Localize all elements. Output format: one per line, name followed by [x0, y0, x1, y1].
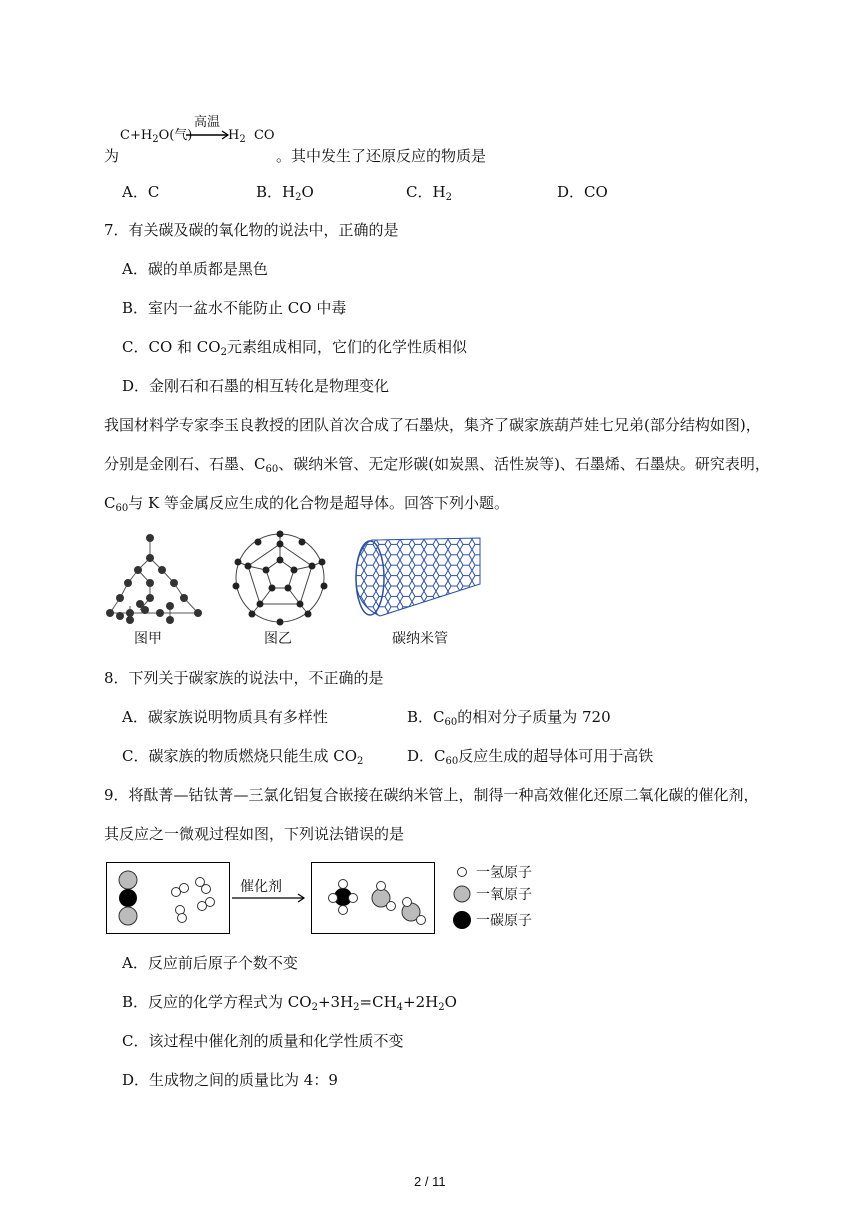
q6-option-c-sub: 2: [445, 192, 452, 203]
diamond-structure-figure: [100, 528, 212, 628]
q8-option-d: [407, 746, 653, 766]
q7-option-a: A．碳的单质都是黑色: [122, 260, 268, 278]
q9-option-d: D．生成物之间的质量比为 4：9: [122, 1071, 338, 1089]
q8-option-b: [407, 707, 611, 727]
q6-equation: [120, 126, 192, 146]
eq-left-rest: O(气): [158, 128, 193, 143]
q8-option-d-pre: D．C: [407, 747, 446, 765]
q7-option-b: B．室内一盆水不能防止 CO 中毒: [122, 299, 347, 317]
q9-option-b-sub-3: 4: [396, 1002, 404, 1013]
legend-oxygen: 一氧原子: [476, 887, 532, 903]
q6-option-b: [256, 182, 314, 202]
q8-stem: 8．下列关于碳家族的说法中，不正确的是: [104, 669, 384, 687]
q9-stem-line-2: 其反应之一微观过程如图，下列说法错误的是: [104, 825, 405, 843]
page-number: 2 / 11: [414, 1174, 446, 1189]
q7-option-c: [122, 337, 467, 357]
legend-carbon: 一碳原子: [476, 913, 532, 929]
q9-option-c: C．该过程中催化剂的质量和化学性质不变: [122, 1032, 404, 1050]
q9-option-b-mid-2: =CH: [359, 993, 397, 1011]
reaction-arrow-catalyst: [232, 893, 308, 903]
q6-option-b-rest: O: [301, 183, 314, 201]
q6-option-b-text: B．H: [256, 183, 296, 201]
q9-option-b-post: O: [444, 993, 457, 1011]
q9-option-b-sub-1: 2: [311, 1002, 318, 1013]
passage-line-3: [104, 493, 509, 513]
q9-option-b-pre: B．反应的化学方程式为 CO: [122, 993, 312, 1011]
q6-option-a: A．C: [122, 183, 160, 201]
q6-option-b-sub: 2: [295, 192, 302, 203]
passage-line-2-pre: 分别是金刚石、石墨、C: [104, 455, 266, 473]
q6-stem-suffix: 。其中发生了还原反应的物质是: [276, 147, 487, 165]
q9-option-b-mid: +3H: [317, 993, 354, 1011]
q8-option-b-post: 的相对分子质量为 720: [457, 708, 611, 726]
q9-option-a: A．反应前后原子个数不变: [122, 954, 298, 972]
q9-option-b-sub-4: 2: [438, 1002, 445, 1013]
eq-right: H: [228, 128, 240, 143]
carbon-nanotube-figure: [352, 534, 482, 624]
q6-condition: 高温: [194, 115, 221, 130]
eq-right-sub: 2: [239, 134, 246, 145]
q9-option-b: [122, 992, 457, 1012]
q6-eq-right: [228, 126, 275, 146]
passage-line-2: [104, 454, 770, 474]
eq-right-rest: CO: [253, 128, 275, 143]
q9-option-b-mid-3: +2H: [403, 993, 439, 1011]
legend-hydrogen: 一氢原子: [476, 865, 532, 881]
q8-option-c: [122, 746, 363, 766]
figure-3-caption: 碳纳米管: [392, 631, 448, 647]
q8-option-c-pre: C．碳家族的物质燃烧只能生成 CO: [122, 747, 358, 765]
reaction-arrow: [186, 130, 230, 140]
q8-option-d-sub: 60: [445, 756, 459, 767]
q6-option-d: D．CO: [557, 183, 608, 201]
q9-stem-line-1: 9．将酞菁—钴钛菁—三氯化铝复合嵌接在碳纳米管上，制得一种高效催化还原二氧化碳的催化剂，: [104, 786, 759, 804]
reactant-molecules: [106, 862, 230, 934]
q6-option-c-text: C．H: [406, 183, 446, 201]
q7-option-c-pre: C．CO 和 CO: [122, 338, 221, 356]
passage-line-3-post: 与 K 等金属反应生成的化合物是超导体。回答下列小题。: [128, 494, 509, 512]
legend-atoms: [450, 862, 476, 934]
passage-line-1: 我国材料学专家李玉良教授的团队首次合成了石墨炔，集齐了碳家族葫芦娃七兄弟(部分结构如图)，: [104, 416, 761, 434]
q7-stem: 7．有关碳及碳的氧化物的说法中，正确的是: [104, 221, 399, 239]
q7-option-d: D．金刚石和石墨的相互转化是物理变化: [122, 377, 390, 395]
q6-stem-prefix: 为: [104, 147, 120, 165]
c60-structure-figure: [228, 530, 332, 626]
eq-left: C+H: [120, 128, 153, 143]
passage-line-2-sub: 60: [265, 464, 279, 475]
q8-option-d-post: 反应生成的超导体可用于高铁: [458, 747, 654, 765]
passage-line-2-post: 、碳纳米管、无定形碳(如炭黑、活性炭等)、石墨烯、石墨炔。研究表明，: [278, 455, 770, 473]
figure-2-caption: 图乙: [264, 631, 292, 647]
q8-option-b-pre: B．C: [407, 708, 445, 726]
q6-option-c: [406, 182, 452, 202]
q9-option-b-sub-2: 2: [353, 1002, 360, 1013]
passage-line-3-pre: C: [104, 494, 116, 512]
q8-option-a: A．碳家族说明物质具有多样性: [122, 708, 328, 726]
catalyst-label: 催化剂: [240, 879, 282, 895]
product-molecules: [311, 862, 435, 934]
q7-option-c-sub: 2: [220, 347, 227, 358]
figure-1-caption: 图甲: [134, 631, 162, 647]
q7-option-c-post: 元素组成相同，它们的化学性质相似: [226, 338, 467, 356]
q8-option-c-sub: 2: [357, 756, 364, 767]
passage-line-3-sub: 60: [115, 503, 129, 514]
q8-option-b-sub: 60: [444, 717, 458, 728]
eq-left-sub: 2: [152, 134, 159, 145]
